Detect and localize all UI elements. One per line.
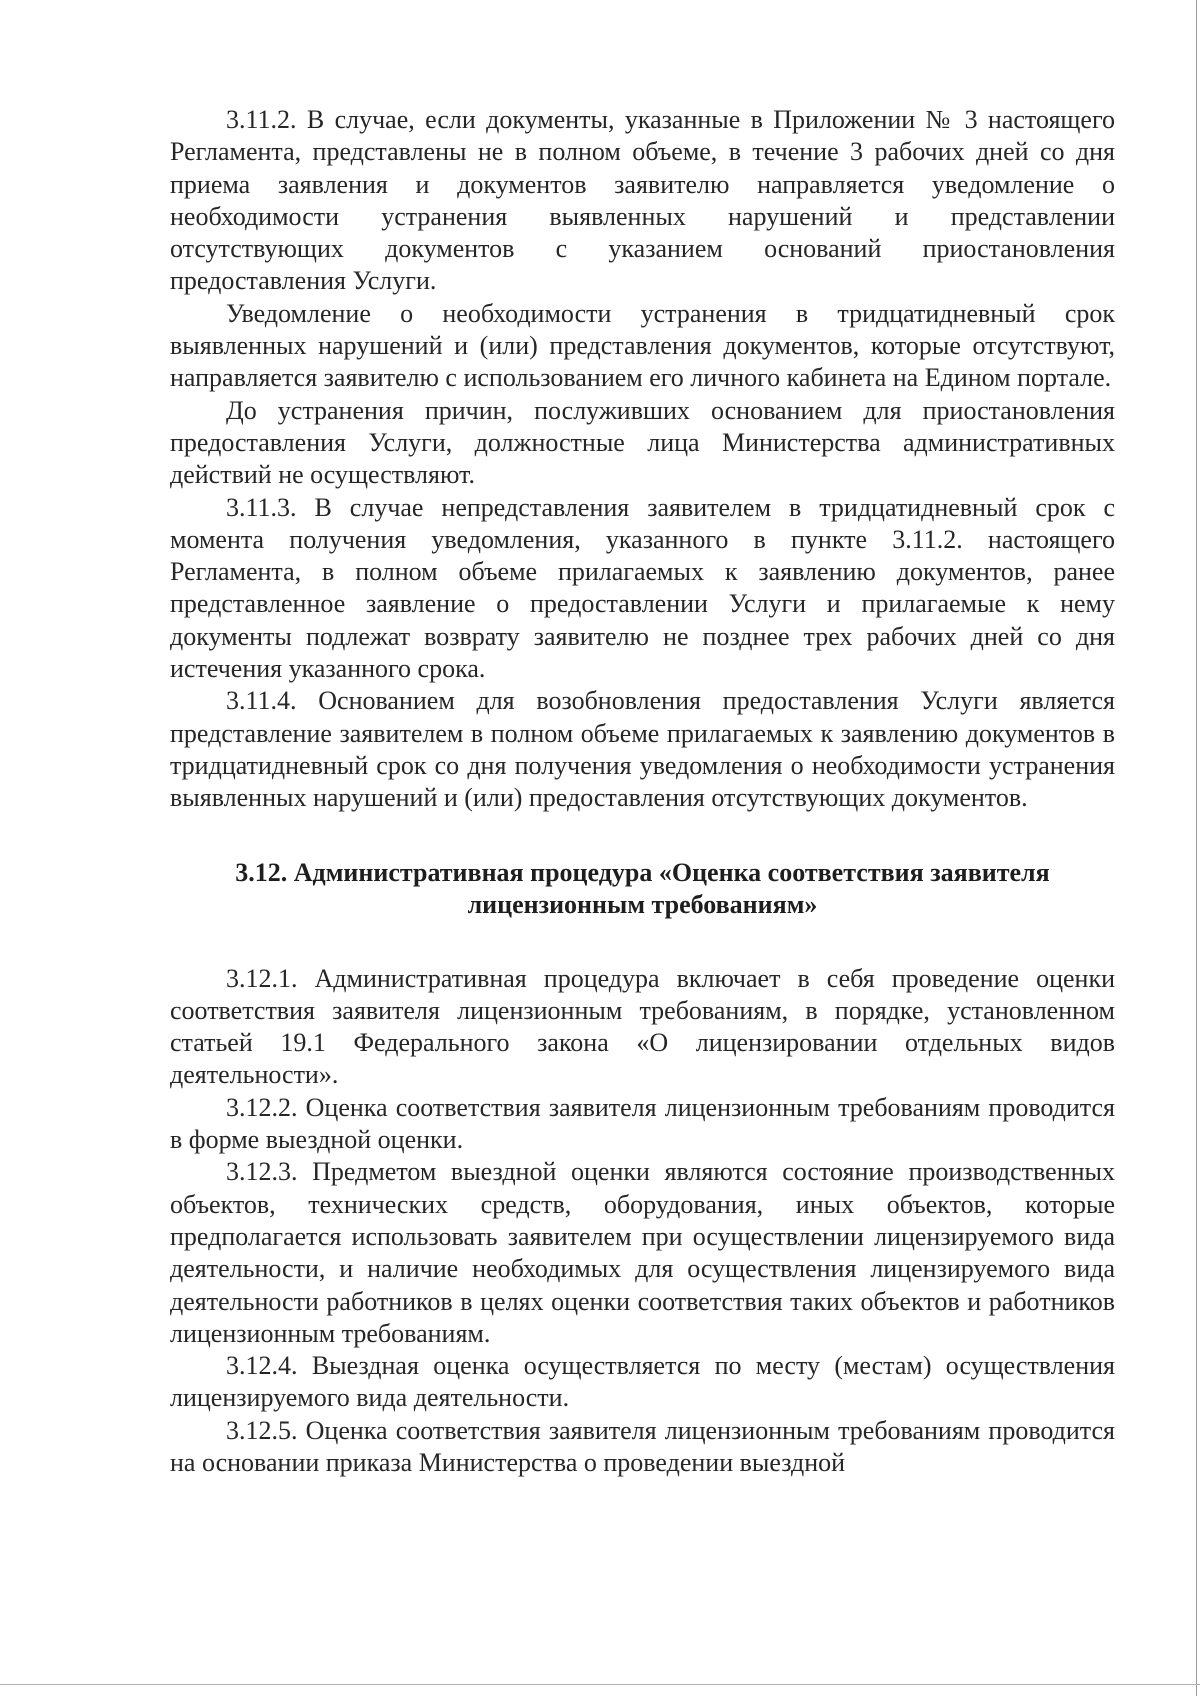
- document-body: [170, 104, 1115, 1479]
- paragraph-3-12-3: 3.12.3. Предметом выездной оценки являются состояние производственных объектов, технических средств, оборудования, иных объектов, которые предполагается использовать заявителем при осуществлении лицензируемого вида деятельности, и наличие необходимых для осуществления лицензируемого вида деятельности работников в целях оценки соответствия таких объектов и работников лицензионным требованиям.: [170, 1157, 1115, 1348]
- paragraph-notification: Уведомление о необходимости устранения в тридцатидневный срок выявленных нарушений и (или) представления документов, которые отсутствуют, направляется заявителю с использованием его личного кабинета на Едином портале.: [170, 298, 1115, 393]
- paragraph-3-11-3: 3.11.3. В случае непредставления заявителем в тридцатидневный срок с момента получения уведомления, указанного в пункте 3.11.2. настоящего Регламента, в полном объеме прилагаемых к заявлению документов, ранее представленное заявление о предоставлении Услуги и прилагаемые к нему документы подлежат возврату заявителю не позднее трех рабочих дней со дня истечения указанного срока.: [170, 492, 1115, 684]
- paragraph-3-12-5: 3.12.5. Оценка соответствия заявителя лицензионным требованиям проводится на основании приказа Министерства о проведении выездной: [170, 1415, 1115, 1477]
- section-heading-line-2: лицензионным требованиям»: [467, 889, 818, 919]
- paragraph-3-11-4: 3.11.4. Основанием для возобновления предоставления Услуги является представление заявителем в полном объеме прилагаемых к заявлению документов в тридцатидневный срок со дня получения уведомления о необходимости устранения выявленных нарушений и (или) предоставления отсутствующих документов.: [170, 686, 1115, 813]
- paragraph-3-12-4: 3.12.4. Выездная оценка осуществляется по месту (местам) осуществления лицензируемого вида деятельности.: [170, 1351, 1115, 1413]
- paragraph-3-11-2: 3.11.2. В случае, если документы, указанные в Приложении № 3 настоящего Регламента, представлены не в полном объеме, в течение 3 рабочих дней со дня приема заявления и документов заявителю направляется уведомление о необходимости устранения выявленных нарушений и представлении отсутствующих документов с указанием оснований приостановления предоставления Услуги.: [170, 105, 1115, 296]
- section-heading-line-1: 3.12. Административная процедура «Оценка соответствия заявителя: [235, 857, 1050, 887]
- paragraph-3-12-1: 3.12.1. Административная процедура включает в себя проведение оценки соответствия заявителя лицензионным требованиям, в порядке, установленном статьей 19.1 Федерального закона «О лицензировании отдельных видов деятельности».: [170, 963, 1115, 1090]
- page-bottom-edge: [0, 1684, 1200, 1685]
- section-heading-3-12: [170, 857, 1115, 921]
- paragraph-3-12-2: 3.12.2. Оценка соответствия заявителя лицензионным требованиям проводится в форме выездной оценки.: [170, 1092, 1115, 1155]
- page-right-edge: [1196, 0, 1197, 1696]
- paragraph-suspension: До устранения причин, послуживших основанием для приостановления предоставления Услуги, должностные лица Министерства административных действий не осуществляют.: [170, 395, 1115, 490]
